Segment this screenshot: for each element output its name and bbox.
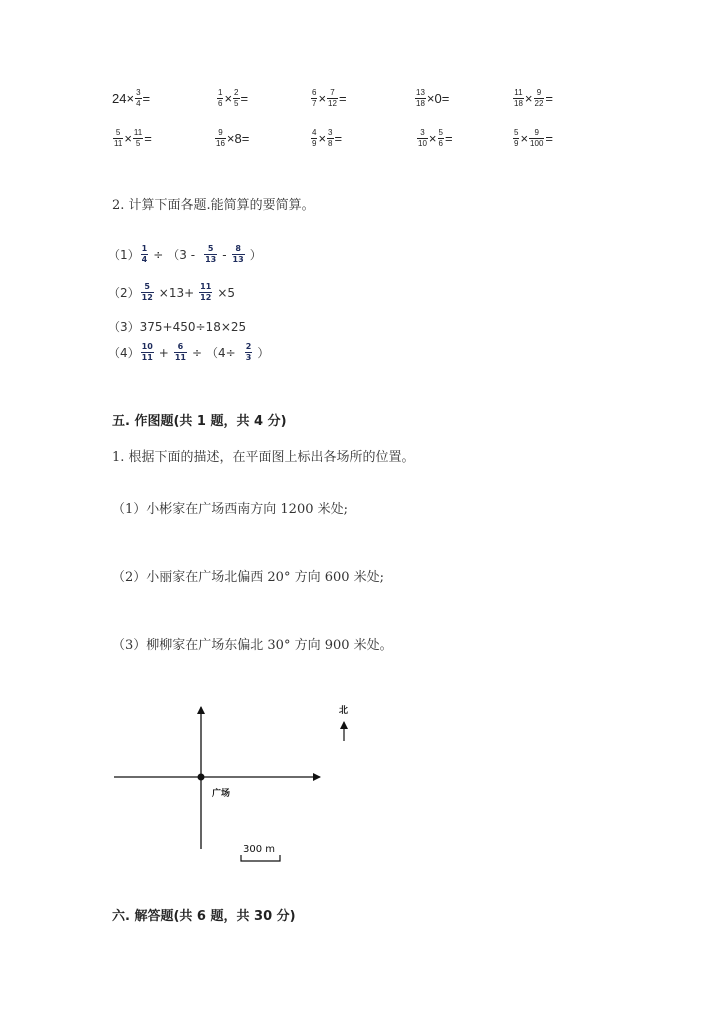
whole-number: 0 <box>434 91 442 106</box>
fraction: $\frac{8}{13}$ <box>232 244 244 264</box>
plaza-point <box>198 774 205 781</box>
fraction: $\frac{3}{8}$ <box>328 128 333 148</box>
close-paren: ） <box>257 346 270 360</box>
minus-sign: - <box>222 247 227 262</box>
fraction: $\frac{9}{16}$ <box>216 128 225 148</box>
equals-sign: = <box>241 131 250 146</box>
times-sign: × <box>224 91 233 106</box>
fraction: $\frac{7}{12}$ <box>328 88 337 108</box>
equals-sign: = <box>240 91 249 106</box>
fraction: $\frac{10}{11}$ <box>141 342 153 362</box>
divide-sign: ÷ <box>191 345 203 360</box>
expression-text: （3 - <box>167 248 196 262</box>
close-paren: ） <box>249 248 262 262</box>
times-sign: × <box>524 91 533 106</box>
problem-label: （2） <box>108 286 140 300</box>
equals-sign: = <box>334 131 343 146</box>
equals-sign: = <box>142 91 151 106</box>
equals-sign: = <box>338 91 347 106</box>
question-2-title: 2. 计算下面各题.能简算的要简算。 <box>112 198 315 213</box>
expression-text: （4÷ <box>206 346 236 360</box>
fraction: $\frac{5}{13}$ <box>205 244 217 264</box>
whole-number: 8 <box>234 131 242 146</box>
times-sign: × <box>318 91 327 106</box>
location-item-2: （2）小丽家在广场北偏西 20° 方向 600 米处; <box>112 570 385 585</box>
fraction: $\frac{13}{18}$ <box>416 88 425 108</box>
expression-text: 375+450÷18×25 <box>139 319 247 334</box>
expression-text: ×13+ <box>158 285 195 300</box>
section-5-question-1: 1. 根据下面的描述，在平面图上标出各场所的位置。 <box>112 450 415 465</box>
fraction: $\frac{4}{9}$ <box>312 128 317 148</box>
times-sign: × <box>426 91 435 106</box>
section-5-heading: 五. 作图题(共 1 题，共 4 分) <box>112 414 287 429</box>
fraction: $\frac{11}{18}$ <box>514 88 523 108</box>
fraction: $\frac{11}{12}$ <box>200 282 212 302</box>
fraction: $\frac{2}{5}$ <box>234 88 239 108</box>
location-item-3: （3）柳柳家在广场东偏北 30° 方向 900 米处。 <box>112 638 393 653</box>
fraction: $\frac{5}{11}$ <box>114 128 123 148</box>
problem-label: （4） <box>108 346 140 360</box>
equals-sign: = <box>144 131 152 146</box>
expression-text: ×5 <box>217 285 236 300</box>
divide-sign: ÷ <box>153 247 164 262</box>
fraction: $\frac{9}{100}$ <box>530 128 544 148</box>
equals-sign: = <box>545 131 553 146</box>
problem-label: （1） <box>108 248 140 262</box>
fraction: $\frac{9}{22}$ <box>534 88 544 108</box>
fraction: $\frac{5}{12}$ <box>141 282 153 302</box>
whole-number: 24 <box>112 91 127 106</box>
equals-sign: = <box>444 131 453 146</box>
fraction: $\frac{6}{7}$ <box>312 88 317 108</box>
fraction: $\frac{1}{4}$ <box>141 244 148 264</box>
location-item-1: （1）小彬家在广场西南方向 1200 米处; <box>112 502 348 517</box>
times-sign: × <box>520 131 529 146</box>
fraction: $\frac{5}{9}$ <box>514 128 519 148</box>
scale-label: 300 m <box>243 844 276 855</box>
times-sign: × <box>428 131 437 146</box>
north-label: 北 <box>339 706 349 716</box>
fraction: $\frac{3}{4}$ <box>136 88 141 108</box>
times-sign: × <box>124 131 132 146</box>
equals-sign: = <box>545 91 553 106</box>
fraction: $\frac{6}{11}$ <box>174 342 186 362</box>
fraction: $\frac{3}{10}$ <box>418 128 427 148</box>
fraction: $\frac{5}{6}$ <box>438 128 443 148</box>
plus-sign: + <box>158 345 169 360</box>
times-sign: × <box>226 131 235 146</box>
fraction: $\frac{2}{3}$ <box>245 342 252 362</box>
times-sign: × <box>318 131 327 146</box>
equals-sign: = <box>441 91 450 106</box>
problem-label: （3） <box>108 320 140 334</box>
times-sign: × <box>126 91 135 106</box>
section-6-heading: 六. 解答题(共 6 题，共 30 分) <box>112 909 296 924</box>
plaza-label: 广场 <box>212 789 231 799</box>
scale-bar <box>241 855 280 861</box>
fraction: $\frac{1}{6}$ <box>218 88 223 108</box>
fraction: $\frac{11}{5}$ <box>133 128 143 148</box>
